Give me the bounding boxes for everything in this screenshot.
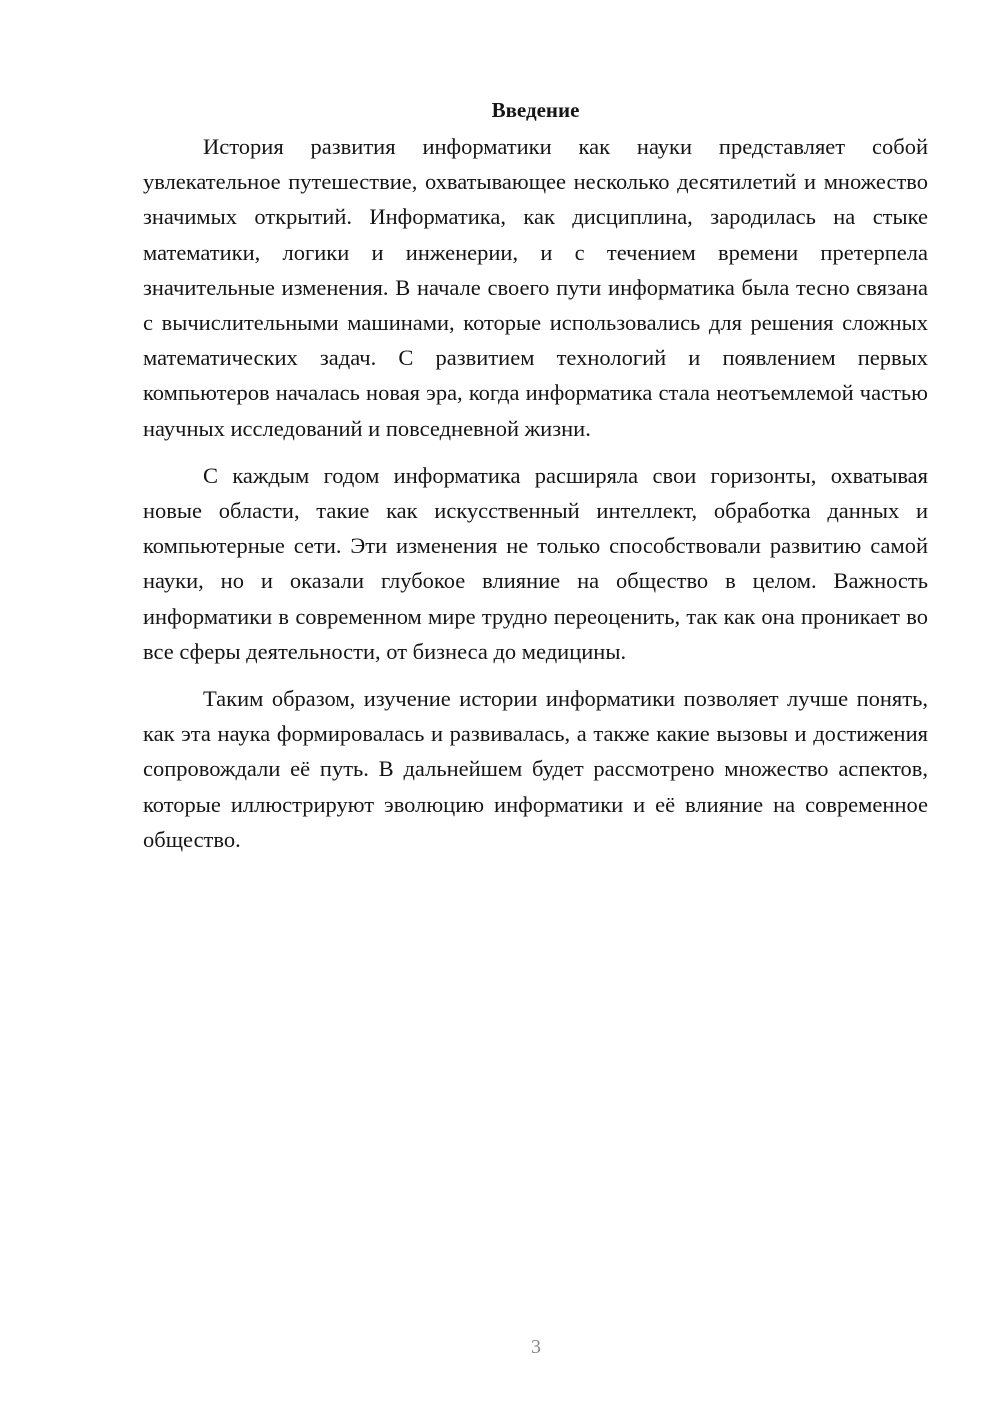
paragraph-3: Таким образом, изучение истории информатики позволяет лучше понять, как эта наука формировалась и развивалась, а также какие вызовы и достижения сопровождали её путь. В дальнейшем будет рассмотрено множество аспектов, которые иллюстрируют эволюцию информатики и её влияние на современное общество. [143, 686, 928, 852]
paragraph-1: История развития информатики как науки представляет собой увлекательное путешествие, охватывающее несколько десятилетий и множество значимых открытий. Информатика, как дисциплина, зародилась на стыке математики, логики и инженерии, и с течением времени претерпела значительные изменения. В начале своего пути информатика была тесно связана с вычислительными машинами, которые использовались для решения сложных математических задач. С развитием технологий и появлением первых компьютеров началась новая эра, когда информатика стала неотъемлемой частью научных исследований и повседневной жизни. [143, 134, 928, 441]
paragraph-2: С каждым годом информатика расширяла свои горизонты, охватывая новые области, такие как искусственный интеллект, обработка данных и компьютерные сети. Эти изменения не только способствовали развитию самой науки, но и оказали глубокое влияние на общество в целом. Важность информатики в современном мире трудно переоценить, так как она проникает во все сферы деятельности, от бизнеса до медицины. [143, 462, 928, 664]
section-title: Введение [491, 98, 580, 122]
page-content [143, 95, 928, 869]
page-number: 3 [531, 1336, 541, 1358]
